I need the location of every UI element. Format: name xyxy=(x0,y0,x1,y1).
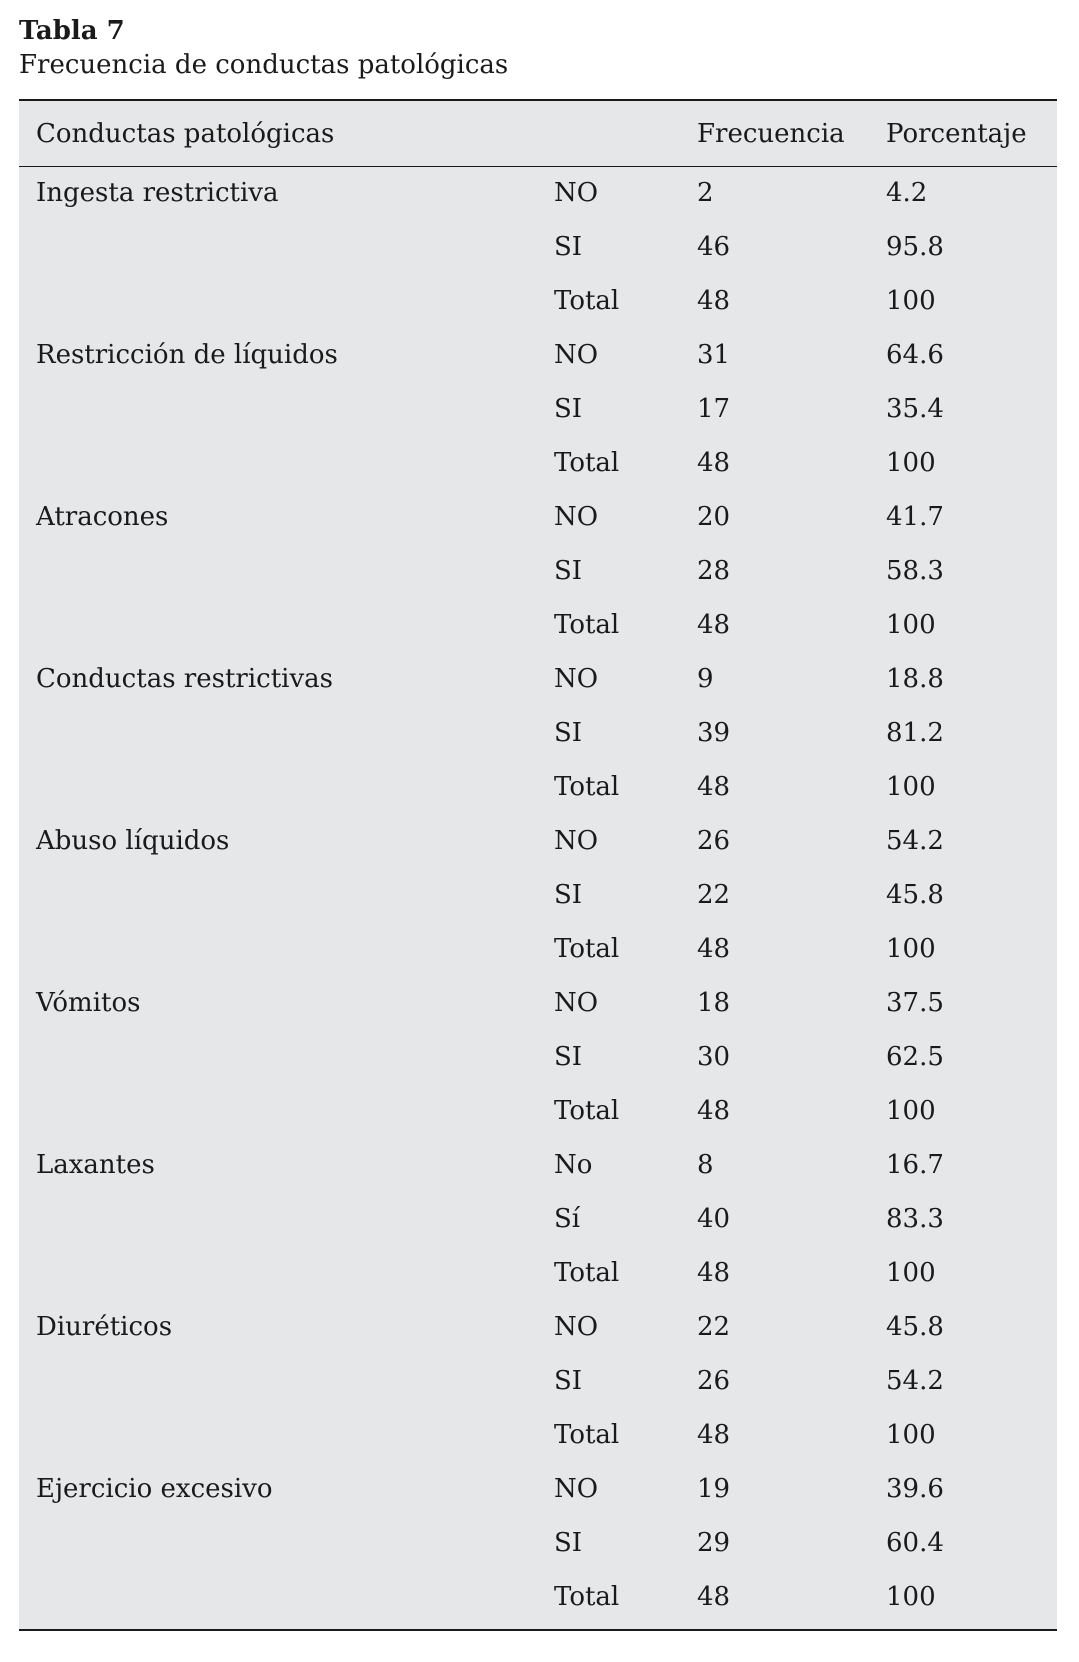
table-row xyxy=(19,1247,1057,1301)
behavior-name: Conductas restrictivas xyxy=(36,664,334,694)
table-row xyxy=(19,1085,1057,1139)
answer-cell: Total xyxy=(554,448,620,478)
answer-cell: Total xyxy=(554,286,620,316)
frequency-cell: 30 xyxy=(697,1042,731,1072)
frequency-cell: 26 xyxy=(697,1366,731,1396)
answer-cell: NO xyxy=(554,502,599,532)
table-row xyxy=(19,815,1057,869)
answer-cell: Total xyxy=(554,610,620,640)
percentage-cell: 100 xyxy=(886,1420,936,1450)
header-percentage: Porcentaje xyxy=(886,119,1027,149)
percentage-cell: 100 xyxy=(886,286,936,316)
percentage-cell: 41.7 xyxy=(886,502,944,532)
answer-cell: SI xyxy=(554,880,583,910)
percentage-cell: 100 xyxy=(886,934,936,964)
frequency-cell: 48 xyxy=(697,1582,731,1612)
table-row xyxy=(19,329,1057,383)
behavior-name: Abuso líquidos xyxy=(36,826,230,856)
answer-cell: Sí xyxy=(554,1204,581,1234)
table-row xyxy=(19,275,1057,329)
table-row xyxy=(19,869,1057,923)
behavior-name: Atracones xyxy=(36,502,169,532)
table-row xyxy=(19,167,1057,221)
answer-cell: SI xyxy=(554,1042,583,1072)
answer-cell: NO xyxy=(554,1474,599,1504)
frequency-cell: 48 xyxy=(697,1258,731,1288)
answer-cell: SI xyxy=(554,232,583,262)
frequency-cell: 31 xyxy=(697,340,731,370)
frequency-cell: 48 xyxy=(697,1096,731,1126)
percentage-cell: 83.3 xyxy=(886,1204,944,1234)
answer-cell: Total xyxy=(554,1258,620,1288)
answer-cell: NO xyxy=(554,178,599,208)
table-row xyxy=(19,1463,1057,1517)
table-row xyxy=(19,221,1057,275)
answer-cell: SI xyxy=(554,556,583,586)
frequency-cell: 28 xyxy=(697,556,731,586)
frequency-cell: 40 xyxy=(697,1204,731,1234)
frequency-cell: 22 xyxy=(697,880,731,910)
frequency-cell: 17 xyxy=(697,394,731,424)
percentage-cell: 58.3 xyxy=(886,556,944,586)
percentage-cell: 81.2 xyxy=(886,718,944,748)
behavior-group xyxy=(19,977,1057,1139)
percentage-cell: 4.2 xyxy=(886,178,928,208)
table-row xyxy=(19,437,1057,491)
table-body xyxy=(19,167,1057,1625)
answer-cell: SI xyxy=(554,1366,583,1396)
behavior-name: Ingesta restrictiva xyxy=(36,178,279,208)
answer-cell: Total xyxy=(554,772,620,802)
answer-cell: NO xyxy=(554,988,599,1018)
answer-cell: NO xyxy=(554,664,599,694)
frequency-cell: 19 xyxy=(697,1474,731,1504)
table-row xyxy=(19,707,1057,761)
behavior-group xyxy=(19,167,1057,329)
percentage-cell: 54.2 xyxy=(886,826,944,856)
frequency-cell: 48 xyxy=(697,934,731,964)
frequency-cell: 8 xyxy=(697,1150,714,1180)
percentage-cell: 62.5 xyxy=(886,1042,944,1072)
frequency-cell: 22 xyxy=(697,1312,731,1342)
frequency-cell: 26 xyxy=(697,826,731,856)
table-row xyxy=(19,1355,1057,1409)
table-row xyxy=(19,1193,1057,1247)
behavior-group xyxy=(19,491,1057,653)
table-row xyxy=(19,383,1057,437)
table-row xyxy=(19,977,1057,1031)
answer-cell: NO xyxy=(554,1312,599,1342)
table-row xyxy=(19,1031,1057,1085)
table-label: Tabla 7 xyxy=(19,16,125,46)
percentage-cell: 95.8 xyxy=(886,232,944,262)
answer-cell: SI xyxy=(554,718,583,748)
frequency-cell: 2 xyxy=(697,178,714,208)
percentage-cell: 18.8 xyxy=(886,664,944,694)
table-row xyxy=(19,653,1057,707)
table-row xyxy=(19,545,1057,599)
percentage-cell: 37.5 xyxy=(886,988,944,1018)
behavior-group xyxy=(19,1463,1057,1625)
answer-cell: No xyxy=(554,1150,593,1180)
frequency-cell: 48 xyxy=(697,610,731,640)
table-row xyxy=(19,599,1057,653)
percentage-cell: 100 xyxy=(886,1258,936,1288)
table-row xyxy=(19,1139,1057,1193)
frequency-cell: 18 xyxy=(697,988,731,1018)
behavior-name: Diuréticos xyxy=(36,1312,173,1342)
percentage-cell: 54.2 xyxy=(886,1366,944,1396)
percentage-cell: 100 xyxy=(886,610,936,640)
percentage-cell: 100 xyxy=(886,1096,936,1126)
behavior-group xyxy=(19,815,1057,977)
answer-cell: Total xyxy=(554,1420,620,1450)
percentage-cell: 100 xyxy=(886,772,936,802)
behavior-name: Laxantes xyxy=(36,1150,155,1180)
percentage-cell: 45.8 xyxy=(886,1312,944,1342)
percentage-cell: 64.6 xyxy=(886,340,944,370)
data-table xyxy=(19,99,1057,1631)
table-row xyxy=(19,923,1057,977)
frequency-cell: 20 xyxy=(697,502,731,532)
table-row xyxy=(19,1409,1057,1463)
behavior-group xyxy=(19,1139,1057,1301)
table-row xyxy=(19,761,1057,815)
answer-cell: SI xyxy=(554,394,583,424)
header-behavior: Conductas patológicas xyxy=(36,119,335,149)
table-title: Frecuencia de conductas patológicas xyxy=(19,50,509,80)
table-caption xyxy=(19,14,508,82)
frequency-cell: 48 xyxy=(697,1420,731,1450)
table-row xyxy=(19,1301,1057,1355)
header-frequency: Frecuencia xyxy=(697,119,845,149)
percentage-cell: 39.6 xyxy=(886,1474,944,1504)
answer-cell: NO xyxy=(554,340,599,370)
frequency-cell: 46 xyxy=(697,232,731,262)
behavior-name: Ejercicio excesivo xyxy=(36,1474,273,1504)
frequency-cell: 48 xyxy=(697,772,731,802)
table-row xyxy=(19,491,1057,545)
table-row xyxy=(19,1517,1057,1571)
behavior-name: Restricción de líquidos xyxy=(36,340,338,370)
table-row xyxy=(19,1571,1057,1625)
frequency-cell: 48 xyxy=(697,448,731,478)
behavior-name: Vómitos xyxy=(36,988,141,1018)
behavior-group xyxy=(19,329,1057,491)
answer-cell: Total xyxy=(554,934,620,964)
frequency-cell: 39 xyxy=(697,718,731,748)
answer-cell: SI xyxy=(554,1528,583,1558)
table-header-row xyxy=(19,101,1057,167)
answer-cell: Total xyxy=(554,1582,620,1612)
frequency-cell: 29 xyxy=(697,1528,731,1558)
percentage-cell: 16.7 xyxy=(886,1150,944,1180)
behavior-group xyxy=(19,653,1057,815)
behavior-group xyxy=(19,1301,1057,1463)
percentage-cell: 100 xyxy=(886,448,936,478)
frequency-cell: 9 xyxy=(697,664,714,694)
frequency-cell: 48 xyxy=(697,286,731,316)
percentage-cell: 45.8 xyxy=(886,880,944,910)
percentage-cell: 100 xyxy=(886,1582,936,1612)
percentage-cell: 60.4 xyxy=(886,1528,944,1558)
answer-cell: NO xyxy=(554,826,599,856)
percentage-cell: 35.4 xyxy=(886,394,944,424)
answer-cell: Total xyxy=(554,1096,620,1126)
